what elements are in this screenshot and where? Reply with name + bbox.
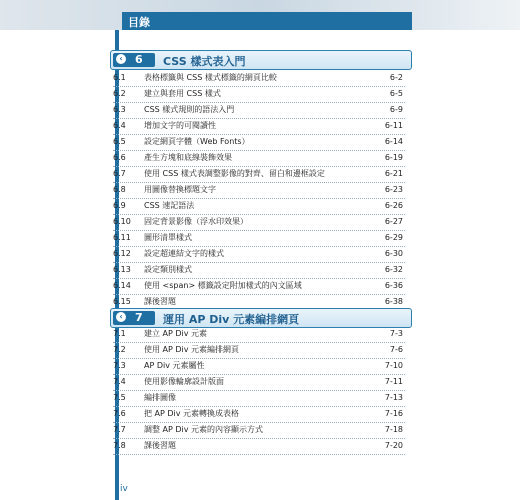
- toc-number: 6.8: [113, 185, 126, 194]
- toc-row[interactable]: [113, 246, 405, 263]
- toc-page: 7-13: [384, 393, 403, 402]
- chapter-badge: [113, 53, 155, 67]
- toc-row[interactable]: [113, 262, 405, 279]
- toc-title: 設定網頁字體（Web Fonts）: [144, 137, 250, 146]
- toc-row[interactable]: [113, 278, 405, 295]
- toc-row[interactable]: [113, 342, 405, 359]
- toc-page: 7-3: [389, 329, 403, 338]
- toc-number: 6.14: [113, 281, 131, 290]
- toc-page: 7-16: [384, 409, 403, 418]
- toc-number: 6.12: [113, 249, 131, 258]
- toc-page: 6-2: [389, 73, 403, 82]
- toc-row[interactable]: [113, 102, 405, 119]
- toc-number: 7.5: [113, 393, 126, 402]
- toc-row[interactable]: [113, 150, 405, 167]
- toc-title: 調整 AP Div 元素的內容顯示方式: [144, 425, 264, 434]
- toc-page: 6-38: [384, 297, 403, 306]
- toc-title: 使用影像輪廓設計版面: [144, 377, 224, 386]
- section-title: 目錄: [128, 16, 150, 29]
- toc-title: 編排圖像: [144, 393, 176, 402]
- toc-row[interactable]: [113, 422, 405, 439]
- toc-title: 表格標籤與 CSS 樣式標籤的網頁比較: [144, 73, 277, 82]
- toc-row[interactable]: [113, 86, 405, 103]
- toc-row[interactable]: [113, 198, 405, 215]
- toc-row[interactable]: [113, 182, 405, 199]
- toc-title: AP Div 元素屬性: [144, 361, 205, 370]
- toc-number: 6.15: [113, 297, 131, 306]
- toc-number: 6.1: [113, 73, 126, 82]
- toc-row[interactable]: [113, 70, 405, 87]
- toc-page: 6-19: [384, 153, 403, 162]
- toc-title: 建立與套用 CSS 樣式: [144, 89, 221, 98]
- toc-row[interactable]: [113, 374, 405, 391]
- chevron-left-icon: ‹: [116, 312, 126, 322]
- toc-page: 7-6: [389, 345, 403, 354]
- chapter-7-header: [110, 308, 412, 328]
- toc-number: 6.7: [113, 169, 126, 178]
- chevron-left-icon: ‹: [116, 54, 126, 64]
- toc-row[interactable]: [113, 134, 405, 151]
- toc-number: 6.6: [113, 153, 126, 162]
- toc-number: 6.13: [113, 265, 131, 274]
- chapter-6-header: [110, 50, 412, 70]
- toc-title: 用圖像替換標題文字: [144, 185, 216, 194]
- toc-title: 設定類別樣式: [144, 265, 192, 274]
- chapter-number: 6: [135, 53, 143, 66]
- toc-page: 6-9: [389, 105, 403, 114]
- chapter-number: 7: [135, 311, 143, 324]
- toc-page: 6-26: [384, 201, 403, 210]
- toc-row[interactable]: [113, 390, 405, 407]
- toc-number: 6.5: [113, 137, 126, 146]
- chapter-title: 運用 AP Div 元素編排網頁: [163, 313, 300, 326]
- toc-page: 6-21: [384, 169, 403, 178]
- toc-number: 7.8: [113, 441, 126, 450]
- toc-row[interactable]: [113, 166, 405, 183]
- toc-title: 使用 <span> 標籤設定附加樣式的內文區域: [144, 281, 302, 290]
- toc-page: 7-10: [384, 361, 403, 370]
- toc-row[interactable]: [113, 230, 405, 247]
- toc-title: CSS 速記語法: [144, 201, 195, 210]
- toc-number: 6.9: [113, 201, 126, 210]
- toc-row[interactable]: [113, 358, 405, 375]
- toc-title: 圖形清單樣式: [144, 233, 192, 242]
- toc-page: 7-11: [384, 377, 403, 386]
- toc-title: 固定背景影像（浮水印效果）: [144, 217, 248, 226]
- toc-number: 6.11: [113, 233, 131, 242]
- toc-page: 6-11: [384, 121, 403, 130]
- toc-row[interactable]: [113, 406, 405, 423]
- toc-title: 使用 CSS 樣式表調整影像的對齊、留白和邊框設定: [144, 169, 325, 178]
- toc-number: 7.7: [113, 425, 126, 434]
- toc-page: 6-32: [384, 265, 403, 274]
- toc-page: 7-20: [384, 441, 403, 450]
- toc-number: 7.4: [113, 377, 126, 386]
- chapter-title: CSS 樣式表入門: [163, 55, 246, 68]
- page-number: iv: [120, 484, 128, 494]
- toc-row[interactable]: [113, 214, 405, 231]
- toc-number: 7.1: [113, 329, 126, 338]
- toc-title: 增加文字的可閱讀性: [144, 121, 216, 130]
- toc-title: 課後習題: [144, 441, 176, 450]
- toc-title: 設定超連結文字的樣式: [144, 249, 224, 258]
- toc-page: 6-36: [384, 281, 403, 290]
- toc-page: 7-18: [384, 425, 403, 434]
- toc-page: 6-29: [384, 233, 403, 242]
- section-header-bar: [122, 12, 412, 30]
- toc-title: 使用 AP Div 元素編排網頁: [144, 345, 240, 354]
- toc-number: 7.3: [113, 361, 126, 370]
- chapter-badge: [113, 311, 155, 325]
- toc-number: 7.6: [113, 409, 126, 418]
- toc-row[interactable]: [113, 438, 405, 455]
- toc-page: 6-14: [384, 137, 403, 146]
- toc-row[interactable]: [113, 118, 405, 135]
- toc-row[interactable]: [113, 326, 405, 343]
- toc-page: 6-5: [389, 89, 403, 98]
- toc-number: 6.10: [113, 217, 131, 226]
- toc-number: 7.2: [113, 345, 126, 354]
- toc-title: 產生方塊和底線裝飾效果: [144, 153, 232, 162]
- toc-title: 課後習題: [144, 297, 176, 306]
- toc-title: 把 AP Div 元素轉換成表格: [144, 409, 240, 418]
- toc-title: CSS 樣式規則的語法入門: [144, 105, 235, 114]
- toc-page: 6-30: [384, 249, 403, 258]
- toc-page: 6-23: [384, 185, 403, 194]
- toc-title: 建立 AP Div 元素: [144, 329, 208, 338]
- toc-page: 6-27: [384, 217, 403, 226]
- toc-number: 6.2: [113, 89, 126, 98]
- toc-number: 6.3: [113, 105, 126, 114]
- toc-number: 6.4: [113, 121, 126, 130]
